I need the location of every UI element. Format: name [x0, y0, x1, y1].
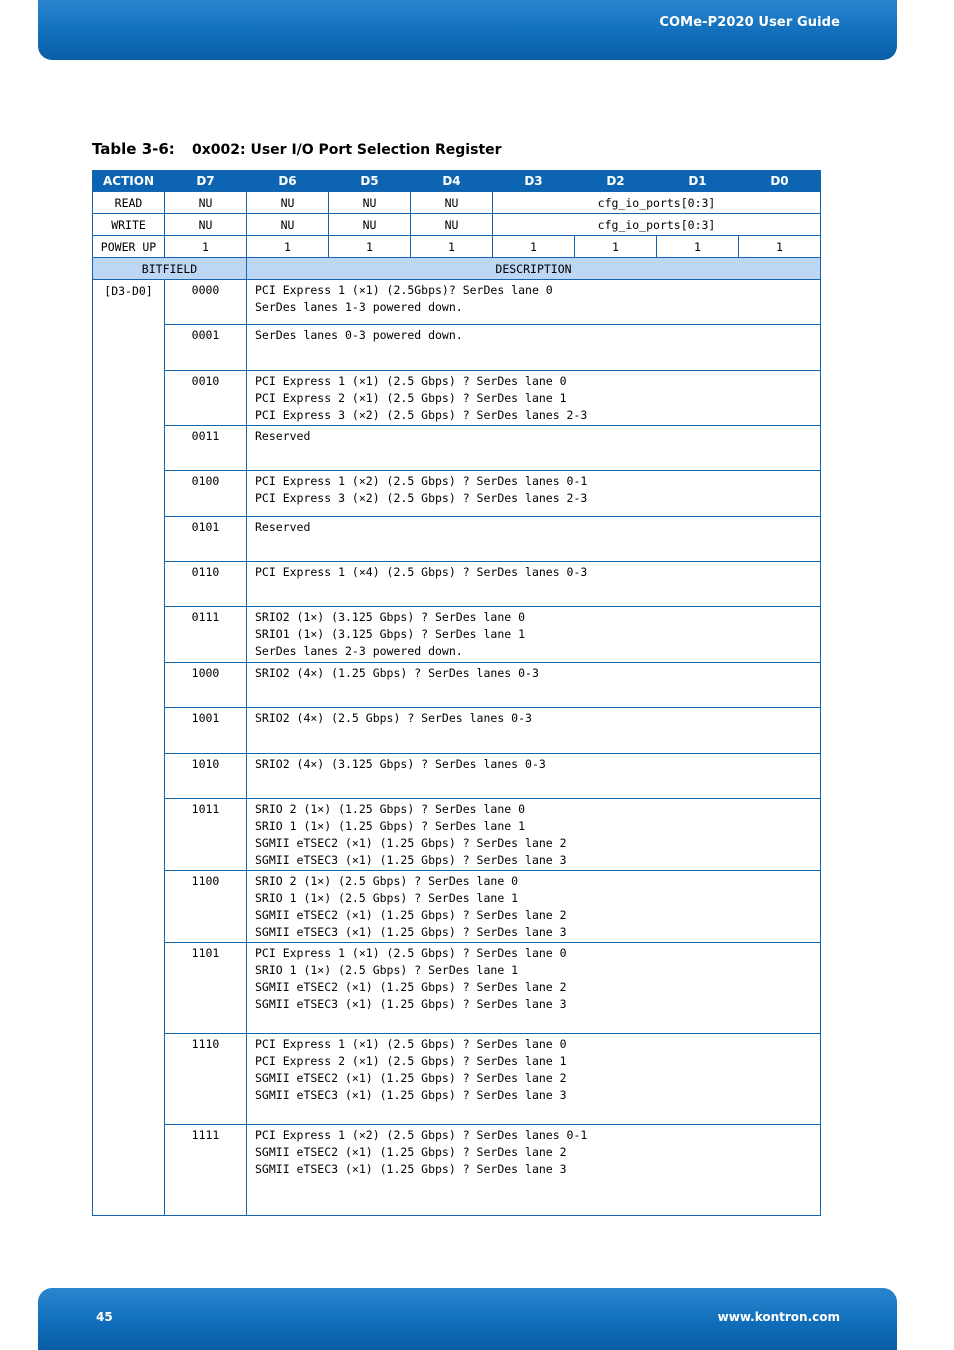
bit-description — [247, 517, 821, 562]
bit-description — [247, 1034, 821, 1125]
description-line: SRIO 2 (1×) (1.25 Gbps) ? SerDes lane 0 — [255, 802, 526, 816]
bit-code: 1010 — [165, 754, 247, 799]
read-d4: NU — [411, 192, 493, 214]
write-row — [93, 214, 821, 236]
table-row — [93, 371, 821, 426]
write-d5: NU — [329, 214, 411, 236]
bit-description — [247, 371, 821, 426]
bit-description — [247, 607, 821, 663]
bitfield-header: BITFIELD — [93, 258, 247, 280]
description-line: SRIO2 (4×) (3.125 Gbps) ? SerDes lanes 0-3 — [255, 757, 546, 771]
power-up-d5: 1 — [329, 236, 411, 258]
description-line: SerDes lanes 1-3 powered down. — [255, 300, 463, 314]
website-link: www.kontron.com — [717, 1310, 840, 1324]
bit-code: 0011 — [165, 426, 247, 471]
description-line: PCI Express 2 (×1) (2.5 Gbps) ? SerDes lane 1 — [255, 1054, 567, 1068]
description-line: PCI Express 1 (×2) (2.5 Gbps) ? SerDes lanes 0-1 — [255, 1128, 588, 1142]
table-row — [93, 708, 821, 754]
power-up-action: POWER UP — [93, 236, 165, 258]
description-line: SRIO2 (4×) (2.5 Gbps) ? SerDes lanes 0-3 — [255, 711, 532, 725]
read-row — [93, 192, 821, 214]
description-line: SGMII eTSEC2 (×1) (1.25 Gbps) ? SerDes lane 2 — [255, 908, 567, 922]
table-row — [93, 607, 821, 663]
write-action: WRITE — [93, 214, 165, 236]
table-label: Table 3-6: — [92, 140, 175, 158]
power-up-d3: 1 — [493, 236, 575, 258]
description-line: SRIO 1 (1×) (1.25 Gbps) ? SerDes lane 1 — [255, 819, 526, 833]
col-d3: D3 — [493, 171, 575, 192]
description-line: Reserved — [255, 520, 311, 534]
read-d7: NU — [165, 192, 247, 214]
table-row — [93, 1034, 821, 1125]
register-table — [92, 170, 821, 1216]
power-up-d4: 1 — [411, 236, 493, 258]
col-d2: D2 — [575, 171, 657, 192]
power-up-d6: 1 — [247, 236, 329, 258]
description-line: PCI Express 1 (×1) (2.5Gbps)? SerDes lane 0 — [255, 283, 553, 297]
table-row — [93, 517, 821, 562]
bit-description — [247, 799, 821, 871]
header-band — [38, 0, 897, 60]
bit-description — [247, 1125, 821, 1216]
description-line: SerDes lanes 0-3 powered down. — [255, 328, 463, 342]
table-row — [93, 799, 821, 871]
read-action: READ — [93, 192, 165, 214]
read-d6: NU — [247, 192, 329, 214]
table-row — [93, 871, 821, 943]
description-line: PCI Express 2 (×1) (2.5 Gbps) ? SerDes lane 1 — [255, 391, 567, 405]
description-line: PCI Express 3 (×2) (2.5 Gbps) ? SerDes lanes 2-3 — [255, 408, 588, 422]
write-d3-d0: cfg_io_ports[0:3] — [493, 214, 821, 236]
bit-code: 0111 — [165, 607, 247, 663]
bit-code: 1011 — [165, 799, 247, 871]
document-title: COMe-P2020 User Guide — [659, 15, 840, 30]
read-d3-d0: cfg_io_ports[0:3] — [493, 192, 821, 214]
description-line: PCI Express 1 (×1) (2.5 Gbps) ? SerDes lane 0 — [255, 374, 567, 388]
col-action: ACTION — [93, 171, 165, 192]
description-line: SGMII eTSEC3 (×1) (1.25 Gbps) ? SerDes lane 3 — [255, 925, 567, 939]
bit-code: 1101 — [165, 943, 247, 1034]
write-d7: NU — [165, 214, 247, 236]
col-d4: D4 — [411, 171, 493, 192]
write-d4: NU — [411, 214, 493, 236]
col-d6: D6 — [247, 171, 329, 192]
bit-description — [247, 663, 821, 708]
bit-description — [247, 943, 821, 1034]
table-row — [93, 663, 821, 708]
bit-code: 1111 — [165, 1125, 247, 1216]
description-line: SGMII eTSEC3 (×1) (1.25 Gbps) ? SerDes lane 3 — [255, 997, 567, 1011]
bit-description — [247, 871, 821, 943]
footer-band — [38, 1288, 897, 1350]
field-name: [D3-D0] — [93, 280, 165, 1216]
table-row — [93, 280, 821, 325]
bit-description — [247, 562, 821, 607]
power-up-d0: 1 — [739, 236, 821, 258]
description-line: PCI Express 1 (×1) (2.5 Gbps) ? SerDes lane 0 — [255, 946, 567, 960]
bit-code: 1110 — [165, 1034, 247, 1125]
bit-code: 1001 — [165, 708, 247, 754]
bit-description — [247, 325, 821, 371]
col-d7: D7 — [165, 171, 247, 192]
page-number: 45 — [96, 1310, 113, 1324]
write-d6: NU — [247, 214, 329, 236]
bit-code: 1000 — [165, 663, 247, 708]
table-title: 0x002: User I/O Port Selection Register — [192, 142, 502, 158]
table-row — [93, 1125, 821, 1216]
description-line: PCI Express 1 (×2) (2.5 Gbps) ? SerDes lanes 0-1 — [255, 474, 588, 488]
description-line: SGMII eTSEC3 (×1) (1.25 Gbps) ? SerDes lane 3 — [255, 1162, 567, 1176]
col-d1: D1 — [657, 171, 739, 192]
description-line: SRIO2 (1×) (3.125 Gbps) ? SerDes lane 0 — [255, 610, 526, 624]
bit-description — [247, 708, 821, 754]
bitfield-entries — [93, 280, 821, 1216]
col-d5: D5 — [329, 171, 411, 192]
description-line: SGMII eTSEC3 (×1) (1.25 Gbps) ? SerDes lane 3 — [255, 853, 567, 867]
description-line: SGMII eTSEC3 (×1) (1.25 Gbps) ? SerDes lane 3 — [255, 1088, 567, 1102]
description-line: SRIO2 (4×) (1.25 Gbps) ? SerDes lanes 0-3 — [255, 666, 539, 680]
table-row — [93, 562, 821, 607]
bit-code: 0110 — [165, 562, 247, 607]
description-line: SGMII eTSEC2 (×1) (1.25 Gbps) ? SerDes lane 2 — [255, 980, 567, 994]
description-line: PCI Express 1 (×4) (2.5 Gbps) ? SerDes lanes 0-3 — [255, 565, 588, 579]
description-line: PCI Express 1 (×1) (2.5 Gbps) ? SerDes lane 0 — [255, 1037, 567, 1051]
description-line: Reserved — [255, 429, 311, 443]
description-line: SRIO 1 (1×) (2.5 Gbps) ? SerDes lane 1 — [255, 963, 519, 977]
description-line: SRIO 1 (1×) (2.5 Gbps) ? SerDes lane 1 — [255, 891, 519, 905]
power-up-d1: 1 — [657, 236, 739, 258]
table-row — [93, 325, 821, 371]
description-line: SerDes lanes 2-3 powered down. — [255, 644, 463, 658]
bit-code: 0001 — [165, 325, 247, 371]
read-d5: NU — [329, 192, 411, 214]
power-up-d7: 1 — [165, 236, 247, 258]
bit-code: 1100 — [165, 871, 247, 943]
bit-code: 0101 — [165, 517, 247, 562]
table-row — [93, 943, 821, 1034]
description-line: SGMII eTSEC2 (×1) (1.25 Gbps) ? SerDes lane 2 — [255, 1145, 567, 1159]
description-line: PCI Express 3 (×2) (2.5 Gbps) ? SerDes lanes 2-3 — [255, 491, 588, 505]
description-header: DESCRIPTION — [247, 258, 821, 280]
col-d0: D0 — [739, 171, 821, 192]
description-line: SRIO1 (1×) (3.125 Gbps) ? SerDes lane 1 — [255, 627, 526, 641]
description-line: SRIO 2 (1×) (2.5 Gbps) ? SerDes lane 0 — [255, 874, 519, 888]
bit-description — [247, 280, 821, 325]
bit-code: 0000 — [165, 280, 247, 325]
description-line: SGMII eTSEC2 (×1) (1.25 Gbps) ? SerDes lane 2 — [255, 1071, 567, 1085]
power-up-d2: 1 — [575, 236, 657, 258]
bit-code: 0010 — [165, 371, 247, 426]
table-row — [93, 426, 821, 471]
column-header-row — [93, 171, 821, 192]
bit-description — [247, 471, 821, 517]
bit-description — [247, 426, 821, 471]
sub-header-row — [93, 258, 821, 280]
table-row — [93, 754, 821, 799]
bit-code: 0100 — [165, 471, 247, 517]
power-up-row — [93, 236, 821, 258]
table-caption — [92, 140, 502, 158]
bit-description — [247, 754, 821, 799]
description-line: SGMII eTSEC2 (×1) (1.25 Gbps) ? SerDes lane 2 — [255, 836, 567, 850]
table-row — [93, 471, 821, 517]
